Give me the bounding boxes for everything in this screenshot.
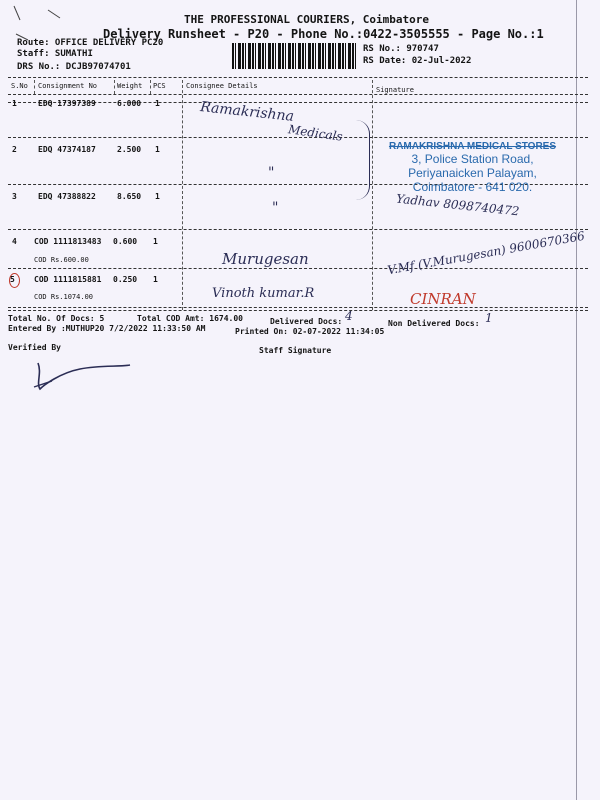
handwritten-consignee-1: Ramakrishna	[199, 99, 295, 125]
handwritten-ditto-2: "	[268, 165, 275, 181]
col-weight: Weight	[117, 82, 143, 90]
staff-signature: Staff Signature	[259, 346, 332, 355]
non-delivered-docs: Non Delivered Docs:	[388, 319, 480, 328]
handwritten-signature-3: Yadhav 8098740472	[395, 191, 521, 219]
row-cod-amount: COD Rs.1074.00	[34, 293, 94, 301]
stamp-line-3: Coimbatore - 641 020.	[412, 180, 533, 194]
verified-by: Verified By	[8, 343, 61, 352]
store-stamp	[380, 141, 565, 194]
col-consignment: Consignment No	[38, 82, 98, 90]
company-title: THE PROFESSIONAL COURIERS, Coimbatore	[184, 13, 430, 26]
handwritten-consignee-5: Vinoth kumar.R	[212, 286, 315, 301]
row-pcs: 1	[155, 145, 160, 154]
handwritten-signature-5: CINRAN	[410, 290, 476, 308]
row-cod-amount: COD Rs.600.00	[34, 256, 89, 264]
staff-label: Staff: SUMATHI	[17, 49, 93, 59]
stamp-line-1: 3, Police Station Road,	[411, 152, 534, 166]
verifier-signature	[30, 355, 140, 395]
entered-by: Entered By :MUTHUP20 7/2/2022 11:33:50 AM	[8, 324, 206, 333]
row-weight: 0.250	[113, 275, 138, 284]
row-weight: 6.000	[117, 99, 142, 108]
row-pcs: 1	[155, 99, 160, 108]
row-weight: 0.600	[113, 237, 138, 246]
row-consignment: EDQ 47388822	[38, 192, 96, 201]
total-cod: Total COD Amt: 1674.00	[137, 314, 243, 323]
delivered-docs: Delivered Docs:	[270, 317, 343, 326]
row-consignment: EDQ 47374187	[38, 145, 96, 154]
row-pcs: 1	[153, 275, 158, 284]
scribble-marks	[8, 4, 68, 44]
row-weight: 8.650	[117, 192, 142, 201]
row-consignment: EDQ 17397389	[38, 99, 96, 108]
row-pcs: 1	[153, 237, 158, 246]
printed-on: Printed On: 02-07-2022 11:34:05	[235, 327, 385, 336]
route-label: Route: OFFICE DELIVERY PC20	[17, 38, 164, 48]
row-sno: 2	[12, 145, 17, 154]
handwritten-brace	[355, 120, 370, 200]
col-consignee: Consignee Details	[186, 82, 258, 90]
stamp-store-name: RAMAKRISHNA MEDICAL STORES	[388, 141, 557, 152]
delivered-count-handwritten: 4	[345, 309, 353, 323]
handwritten-ditto-3: "	[272, 200, 279, 216]
page-edge	[576, 0, 577, 800]
drs-number: DRS No.: DCJB97074701	[17, 62, 131, 72]
row-pcs: 1	[155, 192, 160, 201]
nondelivered-count-handwritten: 1	[485, 311, 493, 325]
rs-date: RS Date: 02-Jul-2022	[363, 56, 472, 66]
runsheet-title: Delivery Runsheet - P20 - Phone No.:0422-3505555 - Page No.:1	[103, 27, 544, 41]
col-pcs: PCS	[153, 82, 166, 90]
total-docs: Total No. Of Docs: 5	[8, 314, 105, 323]
row-consignment: COD 1111815881	[34, 275, 102, 284]
row-sno: 4	[12, 237, 17, 246]
row-sno: 5	[10, 275, 15, 284]
row-sno: 1	[12, 99, 17, 108]
row-consignment: COD 1111813483	[34, 237, 102, 246]
col-sno: S.No	[11, 82, 28, 90]
stamp-line-2: Periyanaicken Palayam,	[408, 166, 537, 180]
handwritten-consignee-4: Murugesan	[222, 250, 309, 268]
col-signature: Signature	[376, 86, 414, 94]
barcode	[232, 43, 356, 69]
row-sno: 3	[12, 192, 17, 201]
handwritten-signature-4: V.Mf (V.Murugesan) 9600670366	[386, 228, 586, 278]
handwritten-consignee-1b: Medicals	[287, 122, 344, 144]
row-weight: 2.500	[117, 145, 142, 154]
rs-number: RS No.: 970747	[363, 44, 439, 54]
